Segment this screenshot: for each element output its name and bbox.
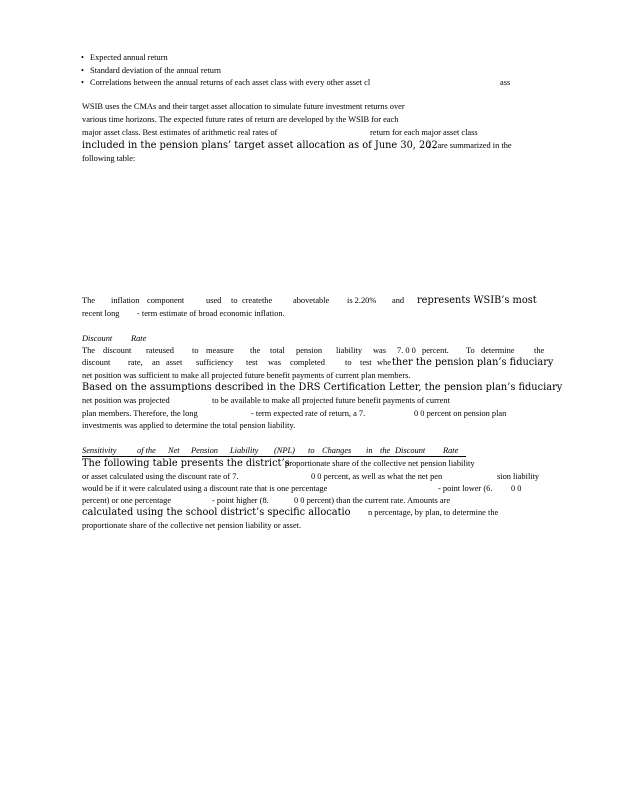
inflation-line-2b: - term estimate of broad economic inflation. bbox=[137, 309, 285, 318]
cma-line-3b: return for each major asset class bbox=[370, 128, 478, 137]
discount-l2-w0: discount bbox=[82, 358, 111, 367]
discount-l2-w9: test bbox=[360, 358, 372, 367]
discount-l2-w5: test bbox=[246, 358, 258, 367]
inflation-line-2a: recent long bbox=[82, 309, 120, 318]
discount-l1-w12: To bbox=[466, 346, 475, 355]
discount-l1-w0: The bbox=[82, 346, 96, 355]
discount-l2-w7: completed bbox=[290, 358, 325, 367]
sensitivity-line-3c: 0 0 bbox=[511, 484, 522, 493]
discount-heading-2: Rate bbox=[131, 334, 147, 343]
inflation-w7: is 2.20% bbox=[347, 296, 377, 305]
discount-l1-w13: determine bbox=[481, 346, 515, 355]
discount-line-7: investments was applied to determine the total pension liability. bbox=[82, 421, 296, 430]
inflation-w2: component bbox=[147, 296, 185, 305]
discount-line-6a: plan members. Therefore, the long bbox=[82, 409, 198, 418]
discount-l1-w14: the bbox=[534, 346, 545, 355]
discount-line-4: Based on the assumptions described in the DRS Certification Letter, the pension plan’s fiduciary bbox=[82, 382, 563, 393]
discount-line-6b: - term expected rate of return, a 7. bbox=[251, 409, 366, 418]
cma-line-4b: 2 , are summarized in the bbox=[427, 141, 512, 150]
cma-line-4a: included in the pension plans’ target asset allocation as of June 30, 202 bbox=[82, 140, 438, 151]
discount-l2-w2: an bbox=[152, 358, 160, 367]
bullet-expected-return: • Expected annual return bbox=[90, 53, 168, 63]
sensitivity-line-2a: or asset calculated using the discount rate of 7. bbox=[82, 472, 239, 481]
discount-l1-w6: total bbox=[270, 346, 285, 355]
sensitivity-heading-w0: Sensitivity bbox=[82, 446, 117, 455]
sensitivity-line-5b: n percentage, by plan, to determine the bbox=[368, 508, 499, 517]
sensitivity-heading-w5: (NPL) bbox=[274, 446, 295, 455]
discount-line-3: net position was sufficient to make all projected future benefit payments of current plan members. bbox=[82, 371, 411, 380]
sensitivity-line-4c: 0 0 percent) than the current rate. Amounts are bbox=[294, 496, 451, 505]
inflation-w0: The bbox=[82, 296, 96, 305]
discount-l2-w4: sufficiency bbox=[196, 358, 234, 367]
sensitivity-line-6: proportionate share of the collective net pension liability or asset. bbox=[82, 521, 302, 530]
discount-line-5b: to be available to make all projected future benefit payments of current bbox=[212, 396, 450, 405]
sensitivity-heading-w9: the bbox=[380, 446, 391, 455]
inflation-big: represents WSIB’s most bbox=[417, 295, 537, 306]
sensitivity-heading-w6: to bbox=[308, 446, 315, 455]
discount-l1-w5: the bbox=[250, 346, 261, 355]
sensitivity-line-1b: proportionate share of the collective net pension liability bbox=[285, 459, 475, 468]
sensitivity-heading-underline bbox=[82, 456, 466, 457]
sensitivity-line-5-big: calculated using the school district’s specific allocatio bbox=[82, 507, 351, 518]
sensitivity-line-2c: sion liability bbox=[497, 472, 540, 481]
sensitivity-line-3b: - point lower (6. bbox=[438, 484, 493, 493]
sensitivity-heading-w2: Net bbox=[168, 446, 180, 455]
cma-line-3a: major asset class. Best estimates of arithmetic real rates of bbox=[82, 128, 278, 137]
discount-l2-w6: was bbox=[268, 358, 282, 367]
discount-heading-1: Discount bbox=[82, 334, 113, 343]
inflation-w3: used bbox=[206, 296, 222, 305]
discount-l1-w7: pension bbox=[296, 346, 323, 355]
inflation-w5: createthe bbox=[242, 296, 273, 305]
sensitivity-heading-w3: Pension bbox=[191, 446, 218, 455]
discount-l2-w10: whe bbox=[377, 358, 391, 367]
sensitivity-line-1-big: The following table presents the district’s bbox=[82, 458, 290, 469]
discount-l1-w8: liability bbox=[336, 346, 363, 355]
sensitivity-heading-w4: Liability bbox=[230, 446, 259, 455]
cma-line-1: WSIB uses the CMAs and their target asset allocation to simulate future investment returns over bbox=[82, 102, 405, 111]
discount-l2-w8: to bbox=[345, 358, 352, 367]
discount-l1-w4: measure bbox=[206, 346, 234, 355]
bullet-standard-deviation: • Standard deviation of the annual return bbox=[90, 66, 221, 76]
discount-l2-w3: asset bbox=[166, 358, 183, 367]
sensitivity-heading-w8: in bbox=[366, 446, 373, 455]
discount-l2-w1: rate, bbox=[128, 358, 143, 367]
sensitivity-line-4b: - point higher (8. bbox=[212, 496, 269, 505]
discount-l1-w9: was bbox=[373, 346, 387, 355]
inflation-w8: and bbox=[392, 296, 405, 305]
cma-line-2: various time horizons. The expected future rates of return are developed by the WSIB for each bbox=[82, 115, 399, 124]
sensitivity-heading-w10: Discount bbox=[395, 446, 426, 455]
cma-line-5: following table: bbox=[82, 154, 136, 163]
sensitivity-heading-w11: Rate bbox=[443, 446, 459, 455]
inflation-w4: to bbox=[231, 296, 238, 305]
sensitivity-heading-w7: Changes bbox=[322, 446, 352, 455]
inflation-w1: inflation bbox=[111, 296, 140, 305]
sensitivity-line-2b: 0 0 percent, as well as what the net pen bbox=[311, 472, 443, 481]
discount-l1-w10: 7. 0 0 bbox=[397, 346, 416, 355]
discount-line-5a: net position was projected bbox=[82, 396, 170, 405]
discount-line-6c: 0 0 percent on pension plan bbox=[414, 409, 507, 418]
discount-l1-w3: to bbox=[192, 346, 199, 355]
inflation-w6: abovetable bbox=[293, 296, 330, 305]
bullet-correlations: • Correlations between the annual returns of each asset class with every other asset cl bbox=[90, 78, 370, 88]
discount-l1-w11: percent. bbox=[422, 346, 449, 355]
sensitivity-line-3a: would be if it were calculated using a discount rate that is one percentage bbox=[82, 484, 328, 493]
discount-l1-w1: discount bbox=[103, 346, 132, 355]
sensitivity-heading-w1: of the bbox=[137, 446, 156, 455]
discount-l1-w2: rateused bbox=[146, 346, 174, 355]
discount-l2-big: ther the pension plan’s fiduciary bbox=[392, 357, 554, 368]
bullet-correlations-tail: ass bbox=[500, 78, 511, 87]
sensitivity-line-4a: percent) or one percentage bbox=[82, 496, 172, 505]
